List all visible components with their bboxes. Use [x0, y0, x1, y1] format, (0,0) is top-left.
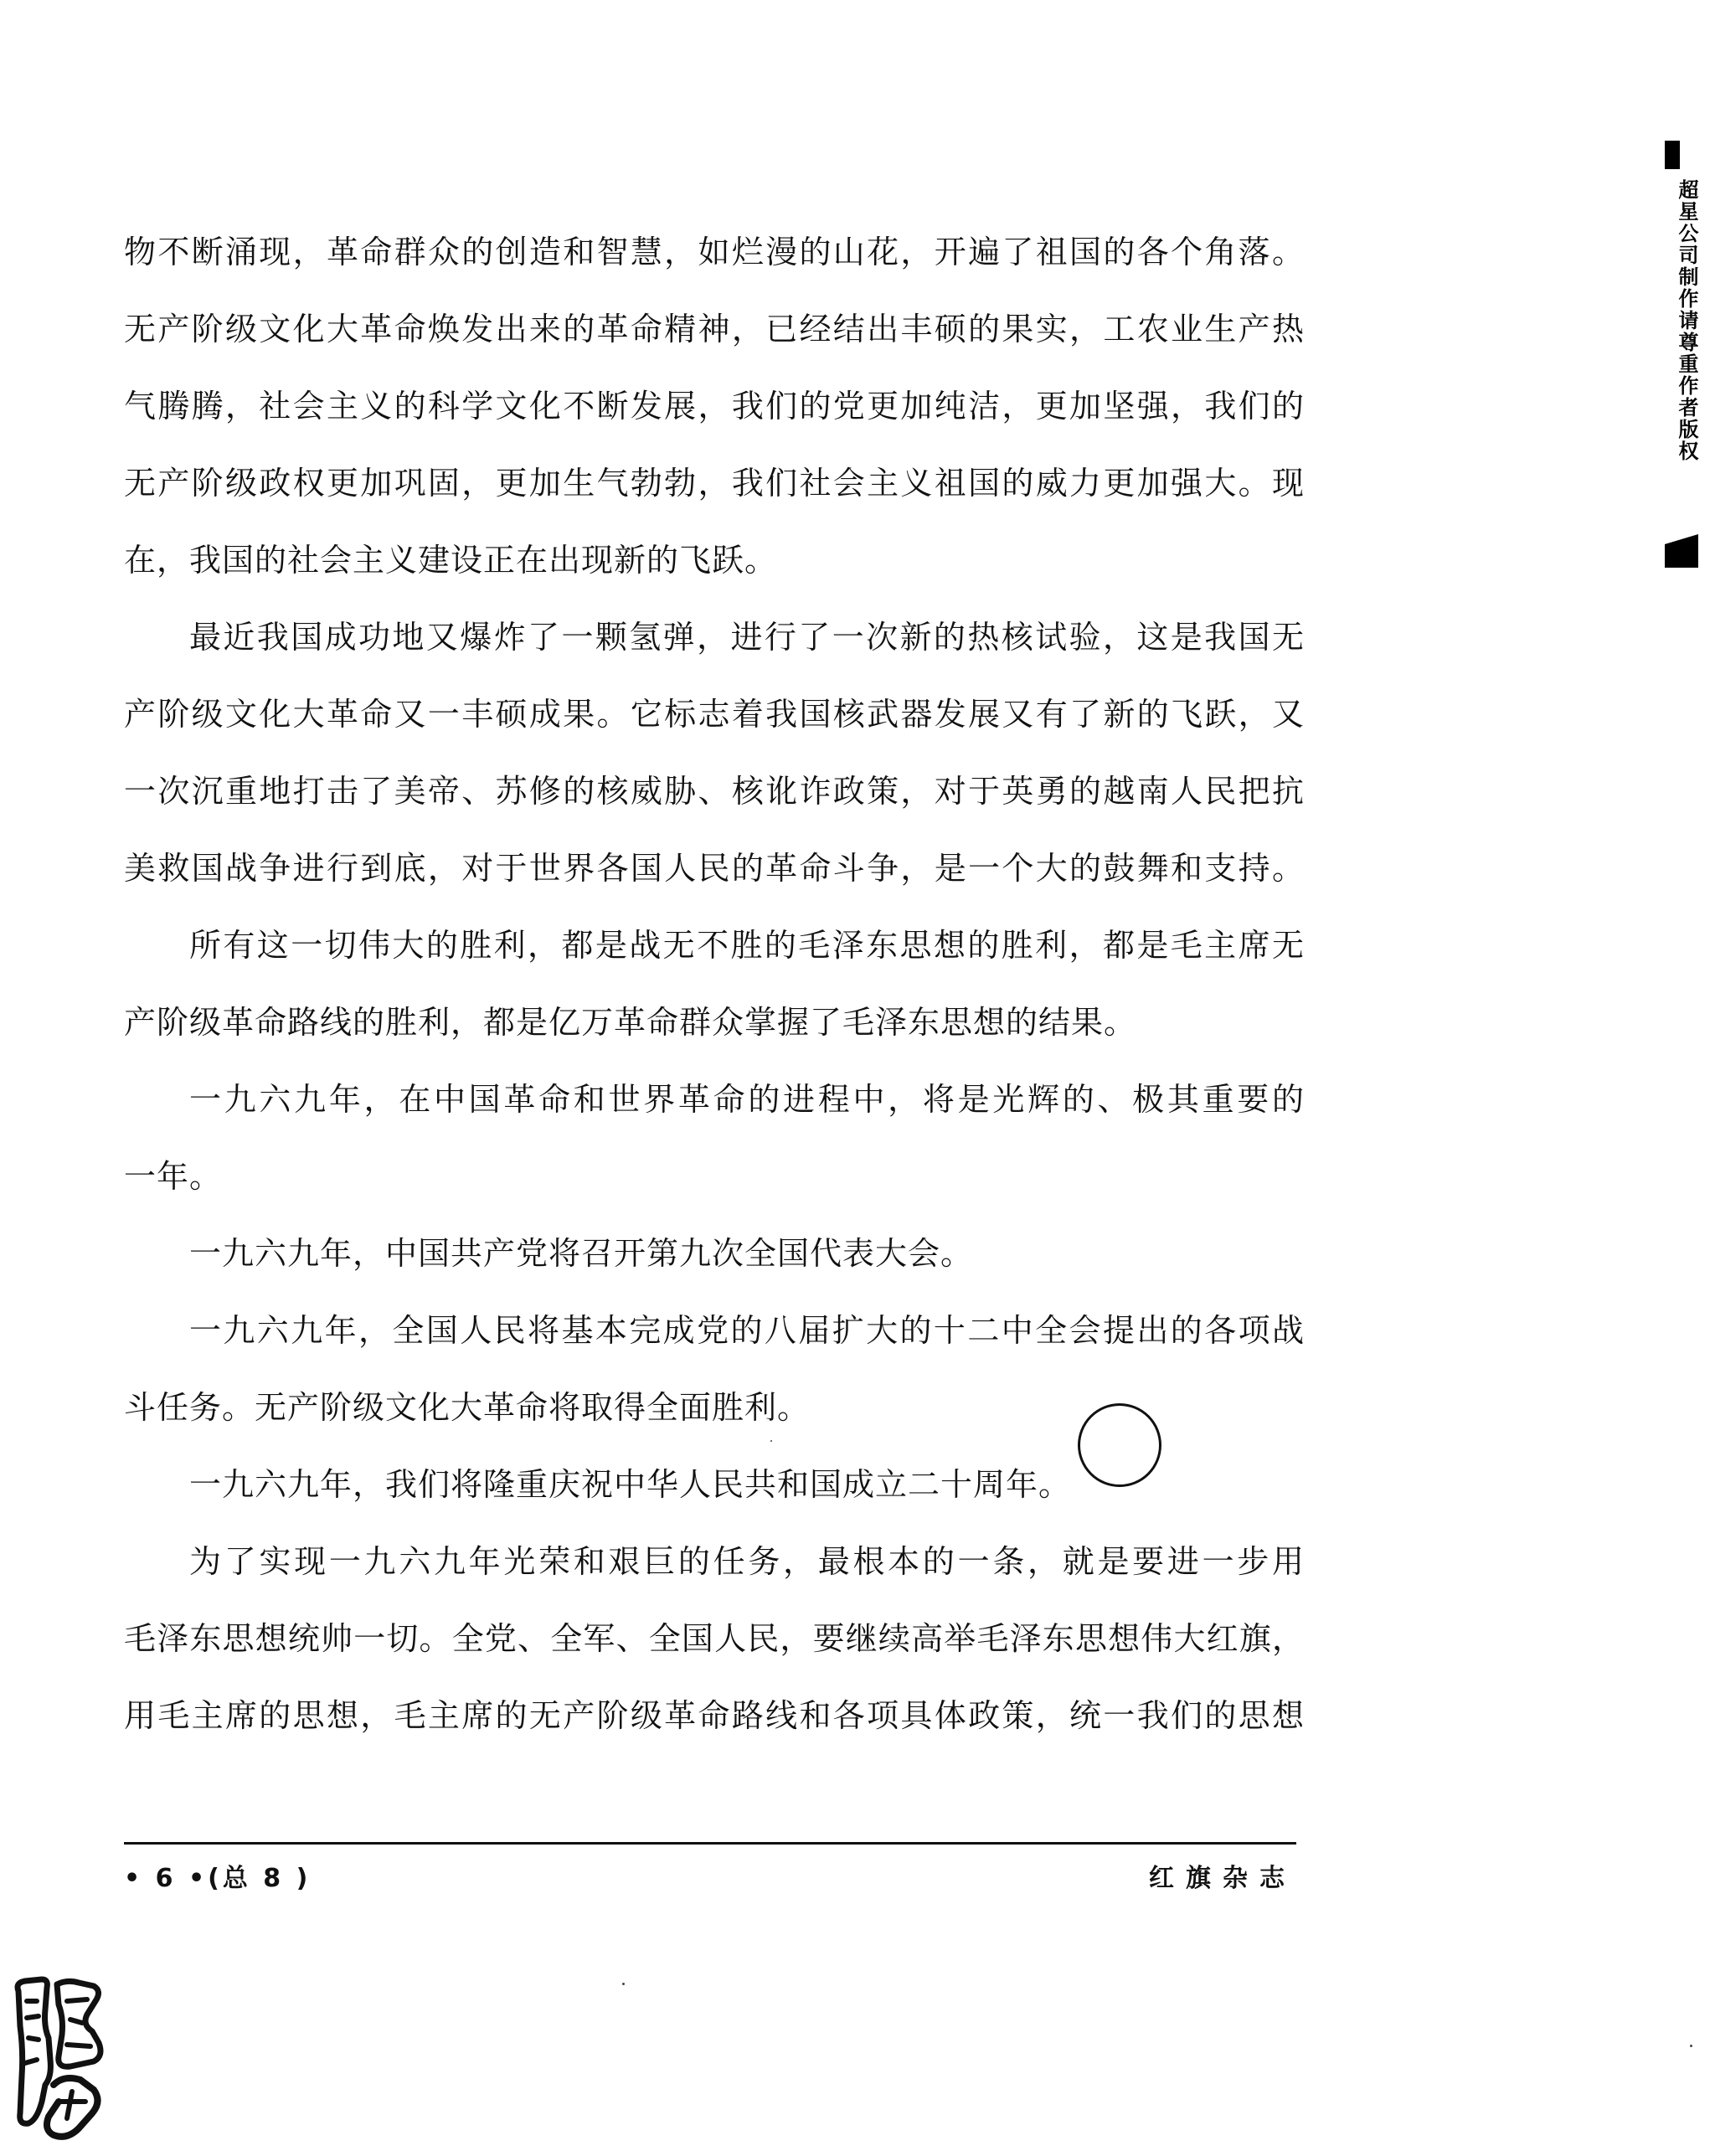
scan-speck	[1690, 2045, 1692, 2047]
footer-divider	[124, 1842, 1296, 1845]
text-line-9: 美救国战争进行到底，对于世界各国人民的革命斗争，是一个大的鼓舞和支持。	[124, 850, 1305, 887]
text-line-12: 一九六九年，在中国革命和世界革命的进程中，将是光辉的、极其重要的	[189, 1081, 1305, 1118]
text-line-18: 为了实现一九六九年光荣和艰巨的任务，最根本的一条，就是要进一步用	[189, 1543, 1305, 1580]
text-line-8: 一次沉重地打击了美帝、苏修的核威胁、核讹诈政策，对于英勇的越南人民把抗	[124, 773, 1305, 810]
text-line-11: 产阶级革命路线的胜利，都是亿万革命群众掌握了毛泽东思想的结果。	[124, 1004, 1137, 1041]
scan-speck	[770, 1440, 772, 1442]
side-marker-bottom	[1665, 534, 1698, 568]
publication-name: 红旗杂志	[1149, 1864, 1296, 1893]
scan-speck	[622, 1983, 625, 1985]
page-number: • 6 •(总 8 )	[124, 1864, 312, 1893]
seal-stamp-icon	[12, 1976, 106, 2143]
text-line-10: 所有这一切伟大的胜利，都是战无不胜的毛泽东思想的胜利，都是毛主席无	[189, 927, 1305, 964]
text-line-6: 最近我国成功地又爆炸了一颗氢弹，进行了一次新的热核试验，这是我国无	[189, 619, 1305, 656]
text-line-20: 用毛主席的思想，毛主席的无产阶级革命路线和各项具体政策，统一我们的思想	[124, 1697, 1305, 1734]
text-line-19: 毛泽东思想统帅一切。全党、全军、全国人民，要继续高举毛泽东思想伟大红旗，	[124, 1620, 1305, 1657]
text-line-13: 一年。	[124, 1158, 223, 1195]
circle-mark	[1078, 1403, 1161, 1487]
text-line-14: 一九六九年，中国共产党将召开第九次全国代表大会。	[189, 1235, 974, 1272]
text-line-4: 无产阶级政权更加巩固，更加生气勃勃，我们社会主义祖国的威力更加强大。现	[124, 465, 1305, 502]
text-line-15: 一九六九年，全国人民将基本完成党的八届扩大的十二中全会提出的各项战	[189, 1312, 1305, 1349]
side-label-text: 超星公司制作请尊重作者版权	[1675, 179, 1698, 462]
text-line-17: 一九六九年，我们将隆重庆祝中华人民共和国成立二十周年。	[189, 1466, 1072, 1503]
text-line-16: 斗任务。无产阶级文化大革命将取得全面胜利。	[124, 1389, 811, 1426]
side-copyright-label	[1665, 141, 1698, 593]
text-line-1: 物不断涌现，革命群众的创造和智慧，如烂漫的山花，开遍了祖国的各个角落。	[124, 234, 1305, 270]
text-line-5: 在，我国的社会主义建设正在出现新的飞跃。	[124, 542, 778, 579]
side-marker-top	[1665, 141, 1680, 169]
text-line-3: 气腾腾，社会主义的科学文化不断发展，我们的党更加纯洁，更加坚强，我们的	[124, 388, 1305, 425]
text-line-7: 产阶级文化大革命又一丰硕成果。它标志着我国核武器发展又有了新的飞跃，又	[124, 696, 1305, 733]
text-line-2: 无产阶级文化大革命焕发出来的革命精神，已经结出丰硕的果实，工农业生产热	[124, 311, 1305, 347]
